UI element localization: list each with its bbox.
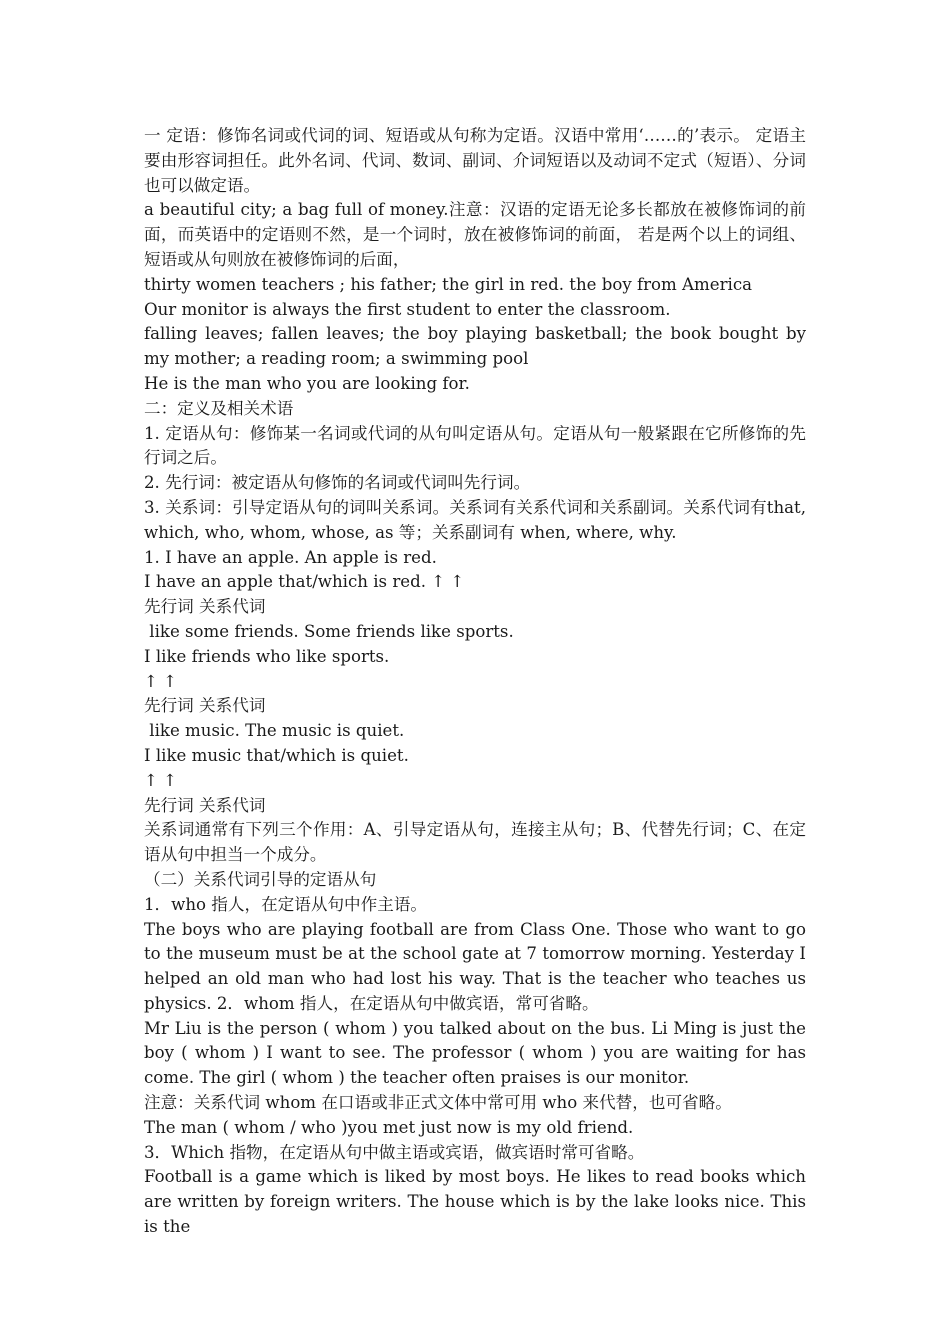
section-heading: （二）关系代词引导的定语从句 <box>144 869 377 889</box>
document-body <box>144 124 806 1240</box>
definition-item: 2. 先行词：被定语从句修饰的名词或代词叫先行词。 <box>144 473 531 493</box>
annotation-line: 先行词 关系代词 <box>144 795 266 815</box>
paragraph-which-examples: Football is a game which is liked by most boys. He likes to read books which are written by foreign writers. The house which is by the lake looks nice. This is the <box>144 1167 806 1237</box>
example-line: The man ( whom / who )you met just now is my old friend. <box>144 1117 634 1137</box>
arrow-line: ↑ ↑ <box>144 671 178 691</box>
paragraph-functions: 关系词通常有下列三个作用：A、引导定语从句，连接主从句；B、代替先行词；C、在定语从句中担当一个成分。 <box>144 820 806 865</box>
example-line: falling leaves; fallen leaves; the boy playing basketball; the book bought by my mother; a reading room; a swimming pool <box>144 324 806 369</box>
example-line: He is the man who you are looking for. <box>144 373 470 393</box>
paragraph-examples-note: a beautiful city; a bag full of money.注意：汉语的定语无论多长都放在被修饰词的前面，而英语中的定语则不然，是一个词时，放在被修饰词的前面， 若是两个以上的词组、短语或从句则放在被修饰词的后面， <box>144 200 806 269</box>
paragraph-who-examples: The boys who are playing football are from Class One. Those who want to go to the museum must be at the school gate at 7 tomorrow morning. Yesterday I helped an old man who had lost his way. That is the teacher who teaches us physics. 2．whom 指人，在定语从句中做宾语，常可省略。 <box>144 919 806 1013</box>
definition-item: 1. 定语从句：修饰某一名词或代词的从句叫定语从句。定语从句一般紧跟在它所修饰的先行词之后。 <box>144 423 806 468</box>
note-line: 注意：关系代词 whom 在口语或非正式文体中常可用 who 来代替，也可省略。 <box>144 1093 732 1113</box>
rule-item: 1．who 指人，在定语从句中作主语。 <box>144 894 428 914</box>
example-line: like some friends. Some friends like sports. <box>144 621 514 641</box>
annotation-line: 先行词 关系代词 <box>144 696 266 716</box>
annotation-line: 先行词 关系代词 <box>144 597 266 617</box>
example-line: thirty women teachers ; his father; the girl in red. the boy from America <box>144 274 753 294</box>
example-line: 1. I have an apple. An apple is red. <box>144 547 437 567</box>
example-line: I like friends who like sports. <box>144 646 390 666</box>
definition-item: 3. 关系词：引导定语从句的词叫关系词。关系词有关系代词和关系副词。关系代词有that, which, who, whom, whose, as 等；关系副词有 when, where, why. <box>144 497 806 542</box>
arrow-line: ↑ ↑ <box>144 770 178 790</box>
example-line: Our monitor is always the first student to enter the classroom. <box>144 299 671 319</box>
example-line: I have an apple that/which is red. ↑ ↑ <box>144 572 465 592</box>
paragraph-definition-intro: 一 定语：修饰名词或代词的词、短语或从句称为定语。汉语中常用‘……的’表示。 定语主要由形容词担任。此外名词、代词、数词、副词、介词短语以及动词不定式（短语）、分词也可以做定语。 <box>144 126 806 195</box>
section-heading: 二：定义及相关术语 <box>144 398 294 418</box>
paragraph-whom-examples: Mr Liu is the person ( whom ) you talked about on the bus. Li Ming is just the boy ( whom ) I want to see. The professor ( whom ) you are waiting for has come. The girl ( whom ) the teacher often praises is our monitor. <box>144 1018 806 1088</box>
example-line: I like music that/which is quiet. <box>144 745 409 765</box>
example-line: like music. The music is quiet. <box>144 721 405 741</box>
rule-item: 3．Which 指物，在定语从句中做主语或宾语，做宾语时常可省略。 <box>144 1142 645 1162</box>
